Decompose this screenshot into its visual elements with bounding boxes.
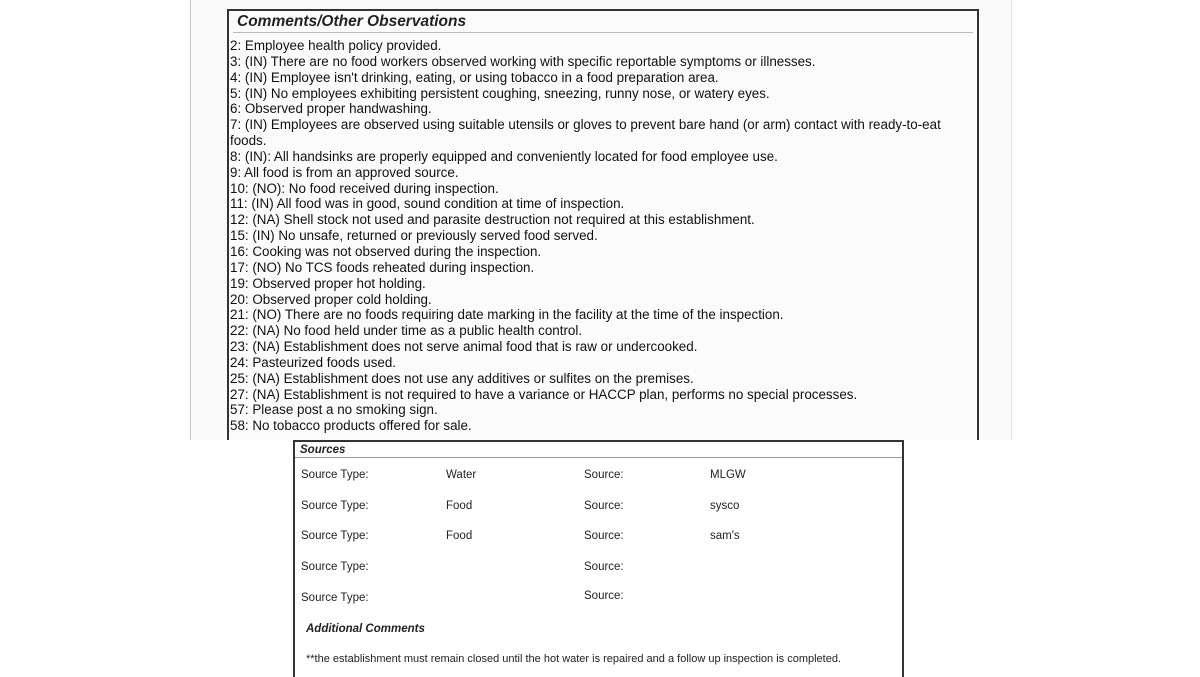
observation-line: 16: Cooking was not observed during the inspection. (230, 243, 542, 259)
observation-line: 9: All food is from an approved source. (230, 164, 459, 180)
observation-line: 27: (NA) Establishment is not required to have a variance or HACCP plan, performs no special processes. (230, 386, 858, 402)
observation-line: 57: Please post a no smoking sign. (230, 402, 438, 418)
observation-line: 23: (NA) Establishment does not serve animal food that is raw or undercooked. (230, 339, 698, 355)
source-row (295, 530, 902, 546)
observation-line: 25: (NA) Establishment does not use any additives or sulfites on the premises. (230, 370, 694, 386)
observation-line: 21: (NO) There are no foods requiring date marking in the facility at the time of the inspection. (230, 307, 784, 323)
observation-line: 58: No tobacco products offered for sale. (230, 418, 472, 434)
title-divider (233, 32, 973, 33)
observation-line: 2: Employee health policy provided. (230, 38, 442, 53)
source-type-label: Source Type: (301, 530, 369, 542)
sources-section (293, 440, 904, 677)
observation-line: 3: (IN) There are no food workers observed working with specific reportable symptoms or illnesses. (230, 53, 816, 69)
sources-title: Sources (300, 444, 346, 456)
source-value: sysco (710, 500, 740, 512)
observation-line: 24: Pasteurized foods used. (230, 354, 397, 370)
sources-divider (295, 457, 902, 458)
observation-line: 7: (IN) Employees are observed using suitable utensils or gloves to prevent bare hand (or arm) contact with ready-to-eat foods. (230, 117, 941, 149)
source-type-label: Source Type: (301, 561, 369, 573)
source-label: Source: (584, 500, 624, 512)
observation-line: 20: Observed proper cold holding. (230, 291, 432, 307)
source-row (295, 561, 902, 577)
observation-line: 5: (IN) No employees exhibiting persistent coughing, sneezing, runny nose, or watery eyes. (230, 85, 770, 101)
observations-list (230, 38, 974, 434)
source-type-label: Source Type: (301, 469, 369, 481)
source-type-label: Source Type: (301, 592, 369, 604)
observation-line: 10: (NO): No food received during inspection. (230, 180, 499, 196)
source-type-value: Food (446, 530, 473, 542)
observation-line: 11: (IN) All food was in good, sound condition at time of inspection. (230, 196, 625, 212)
source-type-value: Water (446, 469, 477, 481)
observation-line: 17: (NO) No TCS foods reheated during inspection. (230, 259, 535, 275)
source-label: Source: (584, 469, 624, 481)
source-row (295, 590, 902, 606)
source-label: Source: (584, 561, 624, 573)
additional-comments-text: **the establishment must remain closed until the hot water is repaired and a follow up inspection is completed. (306, 653, 842, 665)
observation-line: 15: (IN) No unsafe, returned or previously served food served. (230, 228, 598, 244)
observation-line: 19: Observed proper hot holding. (230, 275, 426, 291)
source-value: sam's (710, 530, 740, 542)
observation-line: 8: (IN): All handsinks are properly equipped and conveniently located for food employee use. (230, 148, 778, 164)
observation-line: 12: (NA) Shell stock not used and parasite destruction not required at this establishment. (230, 212, 755, 228)
inspection-report-page (190, 0, 1012, 440)
source-value: MLGW (710, 469, 746, 481)
observation-line: 4: (IN) Employee isn't drinking, eating, or using tobacco in a food preparation area. (230, 69, 719, 85)
source-row (295, 469, 902, 485)
comments-section (227, 9, 979, 440)
comments-title: Comments/Other Observations (237, 13, 467, 30)
additional-comments-title: Additional Comments (306, 623, 425, 635)
observation-line: 6: Observed proper handwashing. (230, 101, 432, 117)
source-row (295, 500, 902, 516)
source-type-label: Source Type: (301, 500, 369, 512)
source-label: Source: (584, 590, 624, 602)
source-type-value: Food (446, 500, 473, 512)
observation-line: 22: (NA) No food held under time as a public health control. (230, 323, 583, 339)
source-label: Source: (584, 530, 624, 542)
